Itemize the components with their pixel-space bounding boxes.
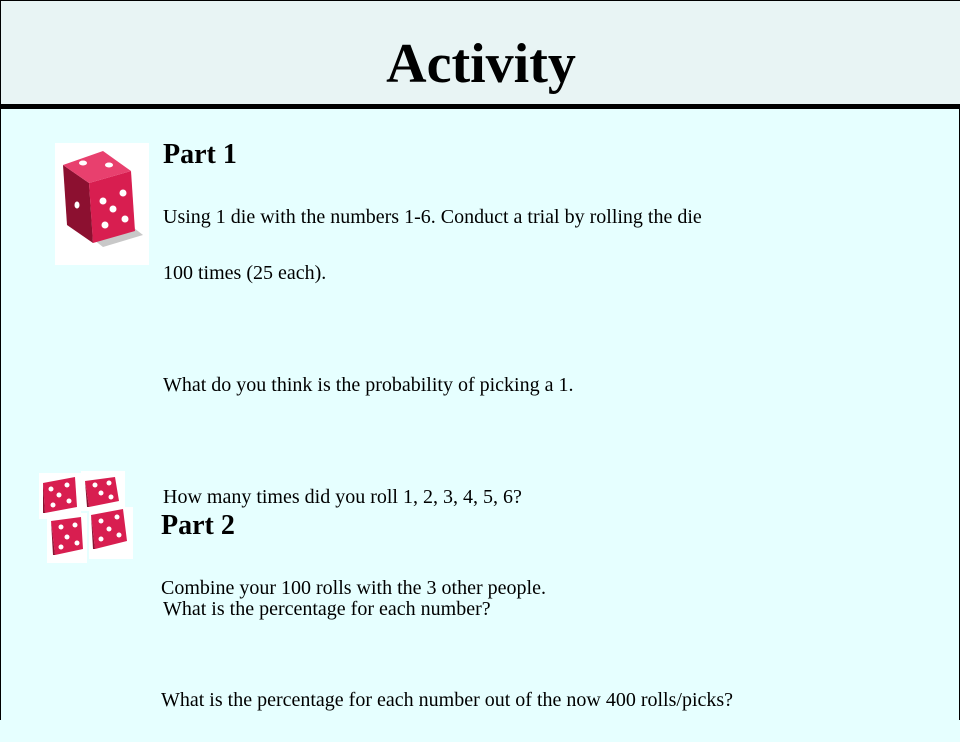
single-die-icon — [55, 143, 149, 265]
part2-heading: Part 2 — [161, 510, 235, 541]
die-icon — [47, 513, 87, 563]
part1-heading: Part 1 — [163, 139, 237, 170]
part1-line: How many times did you roll 1, 2, 3, 4, 5, 6? — [163, 486, 522, 508]
die-icon — [89, 507, 133, 559]
title-bar — [1, 1, 960, 109]
part2-line — [161, 630, 921, 658]
part1-line — [163, 315, 863, 343]
part1-line: Using 1 die with the numbers 1-6. Conduct a trial by rolling the die — [163, 206, 702, 228]
die-icon — [81, 471, 125, 511]
part2-body — [161, 546, 921, 742]
four-dice-icon — [39, 471, 135, 571]
part2-line: Combine your 100 rolls with the 3 other people. — [161, 577, 546, 599]
slide-title: Activity — [386, 33, 576, 95]
die-icon — [39, 473, 81, 519]
part2-line: What is the percentage for each number out of the now 400 rolls/picks? — [161, 689, 734, 711]
part1-line: What is the percentage for each number? — [163, 598, 491, 620]
part1-line — [163, 427, 863, 455]
part1-line: 100 times (25 each). — [163, 262, 327, 284]
part1-line: What do you think is the probability of picking a 1. — [163, 374, 574, 396]
